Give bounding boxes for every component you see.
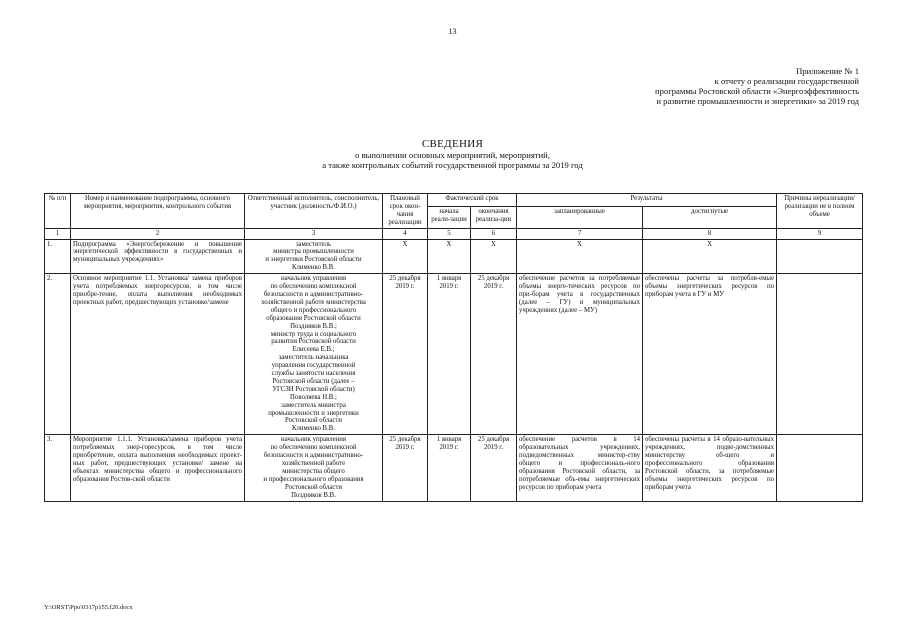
header-actual-date: Фактический срок — [428, 194, 517, 207]
row-planned-date: 25 декабря 2019 г. — [383, 435, 428, 501]
header-no: № п/п — [45, 194, 71, 229]
header-reasons: Причины нереализации/ реализации не в полном объеме — [777, 194, 863, 229]
executor-line: Ростовской области (далее – — [272, 377, 355, 385]
title-line: а также контрольных событий государственной программы за 2019 год — [322, 160, 583, 170]
column-number: 1 — [45, 228, 71, 239]
row-results-planned: обеспечение расчетов в 14 образовательных учреждениях, подведомственных министер-ству общего и профессиональ-ного образования Ростовской области, за потребляемые объ-емы энергетических ресурсов по приборам учета — [517, 435, 643, 501]
row-name: Основное мероприятие 1.1. Установка/ замена приборов учета потребляемых энергоресурсов, в том числе приобре-тение, оплата выполнения необходимых проектных работ, предшествующих установке/замене — [71, 274, 245, 435]
executor-line: и профессионального образования — [263, 475, 364, 483]
row-number: 3. — [45, 435, 71, 501]
row-actual-end: Х — [471, 239, 517, 274]
header-executor: Ответственный исполнитель, соисполнитель, участник (должность/Ф.И.О.) — [245, 194, 383, 229]
row-results-planned: Х — [517, 239, 643, 274]
row-number: 1. — [45, 239, 71, 274]
executor-line: Поздняков В.В.; — [290, 322, 337, 330]
row-executor — [245, 274, 383, 435]
title-line: о выполнении основных мероприятий, мероприятий, — [355, 150, 550, 160]
executor-line: образования Ростовской области — [266, 314, 361, 322]
column-number: 2 — [71, 228, 245, 239]
appendix-line: программы Ростовской области «Энергоэффективность — [655, 86, 859, 96]
row-name: Мероприятие 1.1.1. Установка/замена приборов учета потребляемых энер-горесурсов, в том числе приобретение, оплата выполнения необходимых проект-ных работ, предшествующих установке/ замене на объектах министерства общего и профессионального образования Ростов-ской области — [71, 435, 245, 501]
executor-line: службы занятости населения — [271, 370, 356, 378]
row-actual-end: 25 декабря 2019 г. — [471, 435, 517, 501]
executor-line: хозяйственной работе — [281, 460, 346, 467]
row-name: Подпрограмма «Энергосбережение и повышение энергетической эффективности в государственных и муниципальных учреждениях» — [71, 239, 245, 274]
executor-line: министр труда и социального — [270, 330, 357, 338]
executor-line: Поздняков В.В. — [291, 491, 336, 499]
header-actual-end: окончания реализа-ции — [471, 206, 517, 228]
executor-line: заместитель — [295, 240, 332, 248]
row-executor — [245, 435, 383, 501]
column-number: 4 — [383, 228, 428, 239]
header-name: Номер и наименование подпрограммы, основного мероприятия, мероприятия, контрольного события — [71, 194, 245, 229]
executor-line: Поволяева Н.В.; — [290, 393, 337, 401]
executor-line: развития Ростовской области — [271, 338, 356, 346]
row-actual-end: 25 декабря 2019 г. — [471, 274, 517, 435]
row-actual-start: Х — [428, 239, 471, 274]
executor-line: промышленности и энергетики — [268, 409, 359, 417]
column-number: 6 — [471, 228, 517, 239]
report-table — [44, 193, 863, 502]
document-title — [0, 138, 905, 170]
appendix-line: и развитие промышленности и энергетики» за 2019 год — [656, 96, 859, 106]
column-number: 8 — [643, 228, 777, 239]
executor-line: Ростовской области — [284, 417, 343, 425]
row-planned-date: Х — [383, 239, 428, 274]
header-actual-start: начала реали-зации — [428, 206, 471, 228]
column-number: 7 — [517, 228, 643, 239]
executor-line: Ростовской области — [284, 483, 343, 491]
column-number: 5 — [428, 228, 471, 239]
row-planned-date: 25 декабря 2019 г. — [383, 274, 428, 435]
appendix-line: Приложение № 1 — [796, 66, 859, 76]
row-results-planned: обеспечение расчетов за потребляемые объемы энерге-тических ресурсов по при-борам учета в государственных (далее – ГУ) и муниципальных учреждениях (далее – МУ) — [517, 274, 643, 435]
executor-line: Клименко В.В. — [291, 264, 336, 272]
executor-line: Елисеева Е.В.; — [292, 346, 335, 354]
row-executor — [245, 239, 383, 274]
row-results-achieved: обеспечены расчеты за потребля-емые объемы энергетических ресурсов по приборам учета в ГУ и МУ — [643, 274, 777, 435]
executor-line: хозяйственной работе министерства — [261, 298, 366, 306]
executor-line: по обеспечению комплексной — [270, 444, 357, 452]
header-results: Результаты — [517, 194, 777, 207]
file-path-footer: Y:\ORST\Ppo\0317p155.f20.docx — [44, 604, 133, 611]
executor-line: заместитель министра — [281, 401, 346, 409]
table-row — [45, 239, 863, 274]
executor-line: министра промышленности — [273, 248, 354, 256]
row-actual-start: 1 января 2019 г. — [428, 274, 471, 435]
executor-line: Клименко В.В. — [291, 425, 336, 433]
row-results-achieved: Х — [643, 239, 777, 274]
executor-line: и энергетики Ростовской области — [265, 256, 362, 264]
executor-line: безопасности и административно- — [263, 290, 364, 298]
table-row — [45, 435, 863, 501]
header-results-achieved: достигнутые — [643, 206, 777, 228]
executor-line: по обеспечению комплексной — [270, 283, 357, 291]
executor-line: безопасности и административно- — [263, 452, 364, 460]
appendix-line: к отчету о реализации государственной — [714, 76, 859, 86]
title-heading: СВЕДЕНИЯ — [421, 138, 484, 150]
column-number-row — [45, 228, 863, 239]
header-planned-date: Плановый срок окон-чания реализации — [383, 194, 428, 229]
page-number: 13 — [448, 27, 457, 36]
executor-line: общего и профессионального — [270, 306, 357, 314]
executor-line: министерства общего — [282, 467, 345, 475]
executor-line: начальник управления — [280, 275, 347, 283]
appendix-header — [599, 66, 859, 106]
row-results-achieved: обеспечены расчеты в 14 образо-вательных учреждениях, подве-домственных министерству об-щего и профессионального образования Ростовской области, за потребляемые объемы энергетических ресурсов по приборам учета — [643, 435, 777, 501]
table-row — [45, 274, 863, 435]
executor-line: начальник управления — [280, 436, 347, 444]
row-actual-start: 1 января 2019 г. — [428, 435, 471, 501]
column-number: 9 — [777, 228, 863, 239]
executor-line: УГСЗН Ростовской области) — [272, 385, 355, 393]
header-results-planned: запланированные — [517, 206, 643, 228]
row-reasons — [777, 435, 863, 501]
column-number: 3 — [245, 228, 383, 239]
executor-line: заместитель начальника — [278, 354, 349, 362]
header-row — [45, 194, 863, 207]
row-number: 2. — [45, 274, 71, 435]
row-reasons — [777, 274, 863, 435]
executor-line: управления государственной — [271, 362, 356, 370]
row-reasons — [777, 239, 863, 274]
